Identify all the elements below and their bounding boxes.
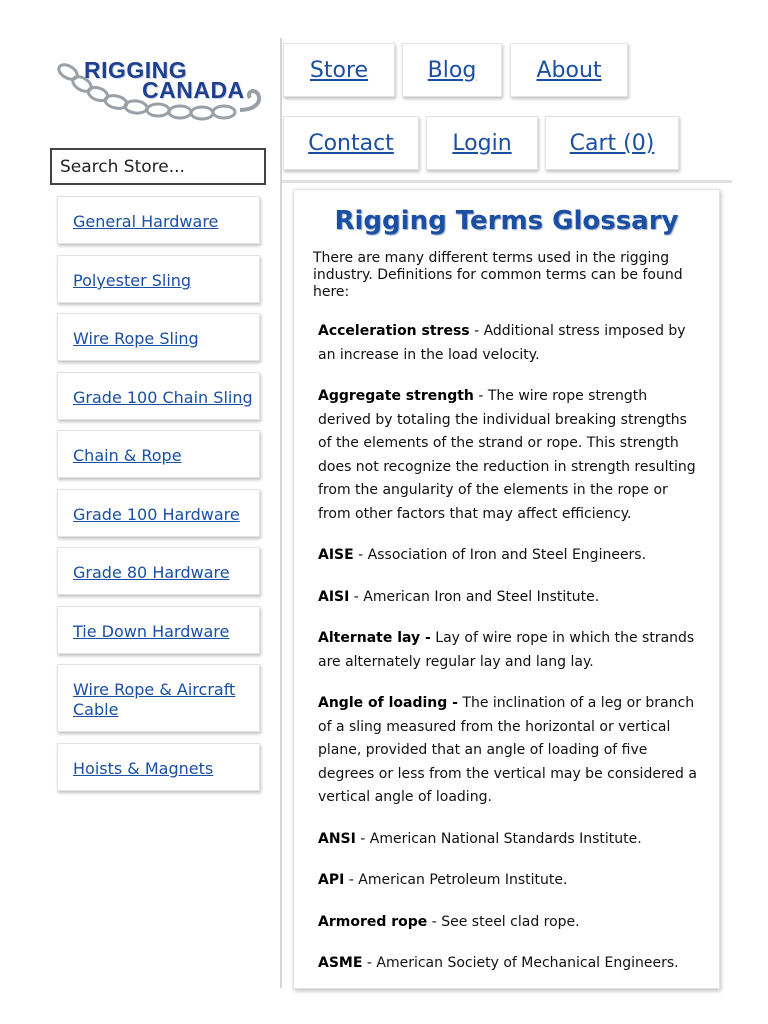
category-item[interactable] [57, 606, 260, 654]
category-link-grade-100-hardware[interactable]: Grade 100 Hardware [73, 505, 240, 524]
category-item[interactable] [57, 489, 260, 537]
nav-about[interactable] [510, 43, 628, 97]
term-definition: - See steel clad rope. [427, 913, 580, 930]
nav-link-contact[interactable]: Contact [308, 130, 394, 156]
category-link-hoists-magnets[interactable]: Hoists & Magnets [73, 759, 214, 778]
category-item[interactable] [57, 255, 260, 303]
glossary-term [318, 544, 698, 568]
term-definition: - American National Standards Institute. [355, 830, 642, 847]
glossary-term [318, 320, 698, 367]
glossary-term [318, 828, 698, 852]
glossary-term [318, 627, 698, 674]
category-link-wire-rope-aircraft-cable[interactable]: Wire Rope & Aircraft Cable [73, 680, 236, 719]
term-name: AISE [318, 547, 354, 563]
category-link-grade-80-hardware[interactable]: Grade 80 Hardware [73, 563, 230, 582]
term-definition: - American Petroleum Institute. [344, 872, 568, 888]
glossary-term [318, 911, 698, 935]
term-name: ASME [318, 955, 363, 971]
term-name: AISI [318, 588, 350, 605]
category-item[interactable] [57, 313, 260, 361]
category-link-general-hardware[interactable]: General Hardware [73, 212, 219, 231]
nav-contact[interactable] [283, 116, 419, 170]
search-input[interactable] [50, 148, 266, 185]
glossary-intro: There are many different terms used in the rigging industry. Definitions for common terms can be found here: [313, 250, 683, 300]
nav-link-store[interactable]: Store [309, 57, 369, 83]
term-definition: - The wire rope strength derived by totaling the individual breaking strengths of the elements of the strand or rope. This strength does not recognize the reduction in strength resulting from the angularity of the elements in the rope or from other factors that may affect efficiency. [318, 388, 696, 522]
rigging-canada-logo[interactable] [50, 52, 275, 132]
term-definition: - American Iron and Steel Institute. [349, 588, 600, 605]
term-name: Angle of loading - [318, 695, 458, 711]
category-link-grade-100-chain-sling[interactable]: Grade 100 Chain Sling [73, 388, 253, 407]
term-name: API [318, 872, 345, 888]
page-title: Rigging Terms Glossary [334, 206, 679, 236]
nav-link-blog[interactable]: Blog [427, 57, 477, 83]
glossary-term [318, 692, 698, 810]
header-divider [282, 180, 732, 183]
term-definition: - Association of Iron and Steel Engineers. [353, 547, 647, 563]
term-definition: - American Society of Mechanical Engineers. [362, 955, 679, 971]
category-link-chain-rope[interactable]: Chain & Rope [73, 446, 182, 465]
logo-text-canada: CANADA [142, 77, 245, 103]
glossary-term [318, 869, 698, 893]
term-definition: - Additional stress imposed by an increase in the load velocity. [318, 323, 686, 363]
category-item[interactable] [57, 196, 260, 244]
term-name: Alternate lay - [318, 630, 431, 646]
term-name: Armored rope [318, 913, 428, 930]
category-item[interactable] [57, 372, 260, 420]
glossary-panel [293, 189, 720, 989]
category-item[interactable] [57, 547, 260, 595]
term-definition: Lay of wire rope in which the strands are alternately regular lay and lang lay. [318, 630, 695, 670]
category-item[interactable] [57, 430, 260, 478]
nav-link-about[interactable]: About [536, 57, 602, 83]
term-name: ANSI [318, 830, 356, 847]
term-name: Acceleration stress [318, 323, 470, 339]
category-item[interactable] [57, 664, 260, 732]
nav-cart[interactable] [545, 116, 679, 170]
glossary-terms [318, 320, 698, 989]
term-definition: The inclination of a leg or branch of a sling measured from the horizontal or vertical plane, provided that an angle of loading of five degrees or less from the vertical may be considered a vertical angle of loading. [318, 695, 697, 805]
category-link-tie-down-hardware[interactable]: Tie Down Hardware [73, 622, 230, 641]
category-item[interactable] [57, 743, 260, 791]
nav-link-cart[interactable]: Cart (0) [569, 130, 655, 156]
glossary-term [318, 586, 698, 610]
glossary-term [318, 952, 698, 976]
category-link-wire-rope-sling[interactable]: Wire Rope Sling [73, 329, 199, 348]
nav-link-login[interactable]: Login [452, 130, 512, 156]
nav-login[interactable] [426, 116, 538, 170]
term-name: Aggregate strength [318, 388, 474, 404]
category-link-polyester-sling[interactable]: Polyester Sling [73, 271, 192, 290]
glossary-term [318, 385, 698, 526]
nav-blog[interactable] [402, 43, 502, 97]
nav-store[interactable] [283, 43, 395, 97]
logo-text-rigging: RIGGING [84, 57, 188, 83]
